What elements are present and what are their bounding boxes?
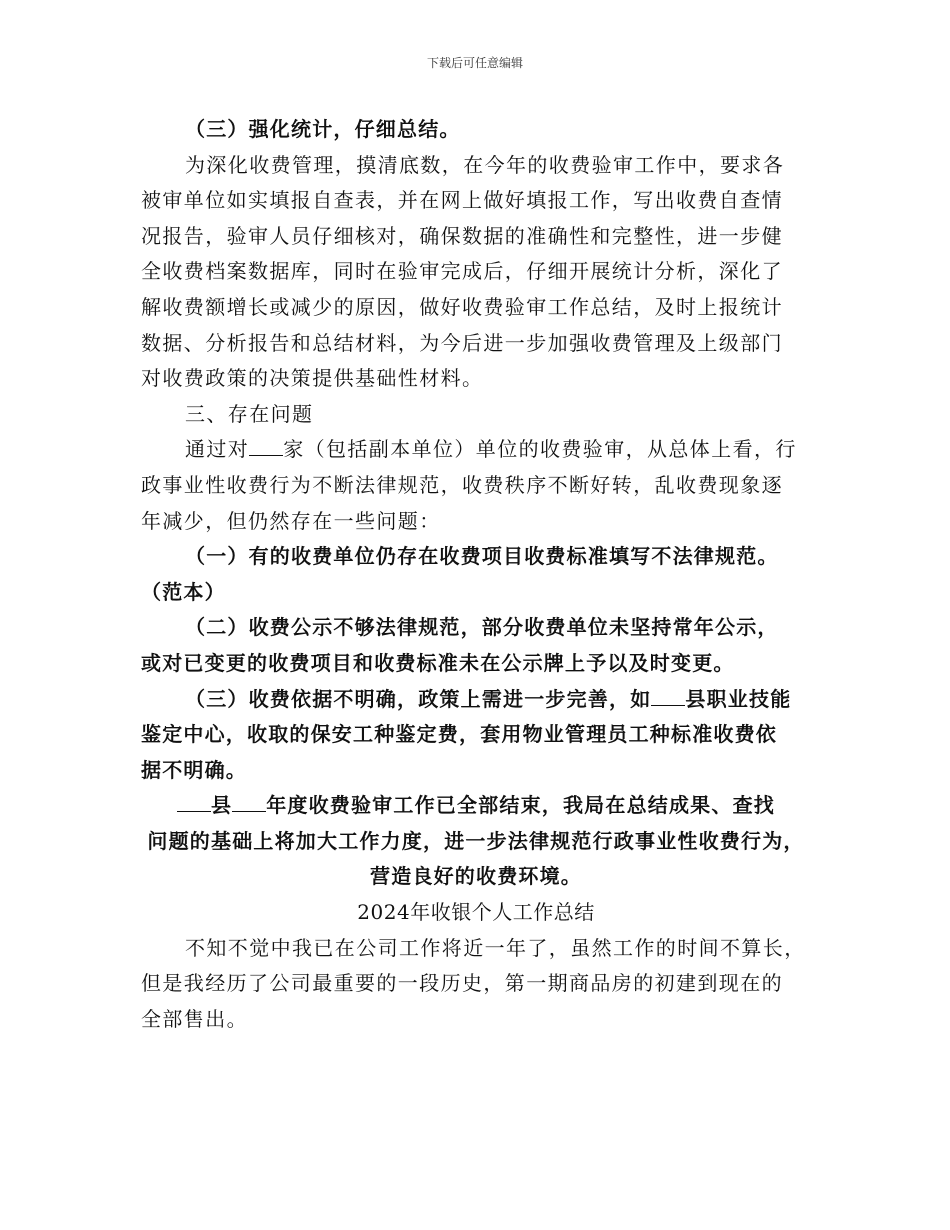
paragraph-line: 对收费政策的决策提供基础性材料。 — [141, 366, 484, 391]
paragraph-line: 解收费额增长或减少的原因，做好收费验审工作总结，及时上报统计 — [141, 294, 783, 319]
issue-line — [141, 682, 811, 718]
section-heading-problems: 三、存在问题 — [185, 401, 314, 426]
paragraph-line: 但是我经历了公司最重要的一段历史，第一期商品房的初建到现在的 — [141, 971, 783, 996]
paragraph-line: 全收费档案数据库，同时在验审完成后，仔细开展统计分析，深化了 — [141, 259, 783, 284]
paragraph-problems-intro — [141, 432, 811, 539]
paragraph-line: 不知不觉中我已在公司工作将近一年了，虽然工作的时间不算长， — [185, 935, 806, 960]
document-body — [141, 112, 811, 1037]
paragraph-line: 数据、分析报告和总结材料，为今后进一步加强收费管理及上级部门 — [141, 330, 783, 355]
issue-line: 据不明确。 — [141, 757, 247, 782]
closing-line — [141, 788, 811, 824]
section-heading-statistics: （三）强化统计，仔细总结。 — [185, 117, 461, 141]
fill-in-blank — [249, 437, 283, 456]
issue-line: 鉴定中心，收取的保安工种鉴定费，套用物业管理员工种标准收费依 — [141, 722, 777, 747]
paragraph-line: 政事业性收费行为不断法律规范，收费秩序不断好转，乱收费现象逐 — [141, 472, 783, 497]
paragraph-line: 为深化收费管理，摸清底数，在今年的收费验审工作中，要求各 — [185, 152, 785, 177]
document-title: 2024年收银个人工作总结 — [357, 900, 595, 925]
paragraph-line: 况报告，验审人员仔细核对，确保数据的准确性和完整性，进一步健 — [141, 223, 783, 248]
paragraph-line: 全部售出。 — [141, 1006, 248, 1031]
text-run: 县职业技能 — [685, 686, 792, 711]
text-run: 年度收费验审工作已全部结束，我局在总结成果、查找 — [266, 793, 775, 818]
issue-one — [141, 539, 811, 610]
fill-in-blank — [651, 687, 685, 706]
text-run: （三）收费依据不明确，政策上需进一步完善，如 — [185, 686, 652, 711]
fill-in-blank — [232, 793, 266, 812]
text-run: 家（包括副本单位）单位的收费验审，从总体上看，行 — [283, 437, 797, 462]
issue-line: （二）收费公示不够法律规范，部分收费单位未坚持常年公示， — [185, 615, 779, 640]
closing-line: 问题的基础上将加大工作力度，进一步法律规范行政事业性收费行为， — [147, 828, 805, 853]
paragraph-cashier-summary — [141, 931, 811, 1038]
paragraph-statistics — [141, 148, 811, 397]
text-run: 县 — [210, 793, 233, 818]
issue-line: 或对已变更的收费项目和收费标准未在公示牌上予以及时变更。 — [141, 650, 735, 675]
text-run: 通过对 — [185, 437, 250, 462]
issue-line: （一）有的收费单位仍存在收费项目收费标准填写不法律规范。 — [185, 544, 779, 569]
issue-three — [141, 682, 811, 789]
paragraph-line: 被审单位如实填报自查表，并在网上做好填报工作，写出收费自查情 — [141, 188, 783, 213]
issue-line: （范本） — [141, 579, 226, 604]
closing-line: 营造良好的收费环境。 — [370, 864, 582, 889]
fill-in-blank — [177, 793, 211, 812]
issue-two — [141, 610, 811, 681]
paragraph-line — [141, 432, 811, 468]
page-header: 下载后可任意编辑 — [426, 56, 523, 70]
closing-statement — [141, 788, 811, 895]
paragraph-line: 年减少，但仍然存在一些问题： — [141, 508, 441, 533]
